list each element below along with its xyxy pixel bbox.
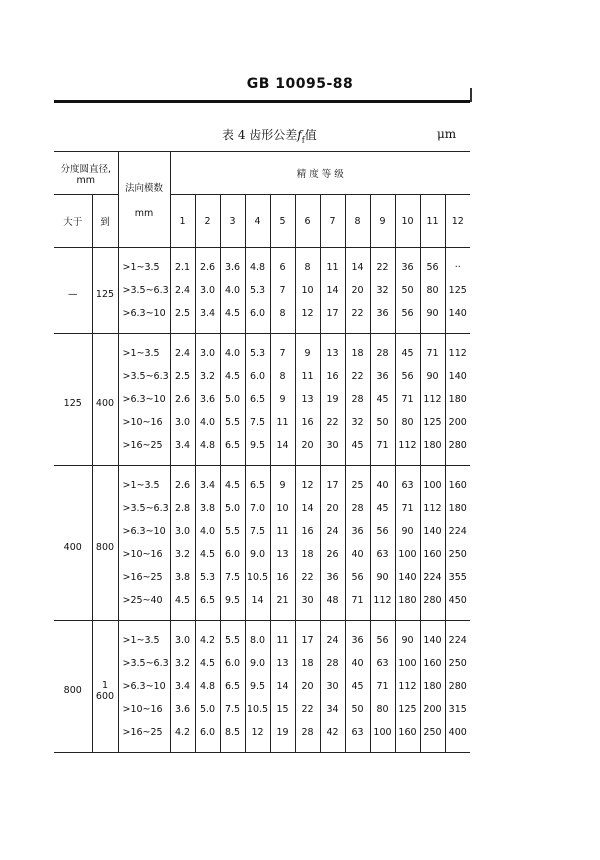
value-cell: 45	[345, 434, 370, 466]
table-caption	[222, 126, 317, 144]
value-cell: 10	[295, 279, 320, 302]
value-cell: 5.3	[245, 279, 270, 302]
value-cell: 250	[448, 549, 467, 560]
value-cell: 14	[345, 248, 370, 280]
value-cell: 4.0	[195, 411, 220, 434]
value-cell: 13	[295, 388, 320, 411]
value-cell: 80	[420, 279, 445, 302]
value-cell: 11	[320, 248, 345, 280]
value-cell: 9.0	[245, 652, 270, 675]
value-cell: 18	[295, 652, 320, 675]
value-cell: 8.0	[245, 621, 270, 653]
header-row-1	[54, 152, 470, 195]
value-cell: 14	[320, 279, 345, 302]
value-cell: 36	[345, 621, 370, 653]
value-cell: 71	[420, 334, 445, 366]
value-cell: 14	[270, 675, 295, 698]
value-cell: 12	[295, 466, 320, 498]
value-cell: 9	[270, 388, 295, 411]
value-cell: 4.2	[170, 721, 195, 753]
diameter-to-cell: 1 600	[92, 621, 118, 753]
diameter-from-cell: 800	[54, 621, 92, 753]
value-cell: 3.4	[170, 675, 195, 698]
value-cell: 5.0	[220, 497, 245, 520]
diameter-to-cell: 125	[92, 248, 118, 334]
module-cell: >3.5~6.3	[118, 497, 170, 520]
module-cell: >1~3.5	[118, 621, 170, 653]
value-cell: 40	[370, 466, 395, 498]
value-cell: 9	[270, 466, 295, 498]
value-cell: 90	[395, 621, 420, 653]
value-cell: 6.0	[220, 543, 245, 566]
value-cell: 63	[345, 721, 370, 753]
value-cell: 400	[445, 721, 470, 753]
value-cell: 140	[445, 302, 470, 334]
grade-col-12: 12	[445, 195, 470, 248]
value-cell: 45	[370, 497, 395, 520]
value-cell: 125	[448, 285, 467, 296]
value-cell: 36	[345, 520, 370, 543]
value-cell: 63	[370, 543, 395, 566]
value-cell: 30	[320, 675, 345, 698]
value-cell: 100	[395, 543, 420, 566]
value-cell: 30	[295, 589, 320, 621]
value-cell: 4.5	[220, 302, 245, 334]
value-cell: 3.2	[170, 543, 195, 566]
module-cell: >1~3.5	[118, 334, 170, 366]
diameter-from-cell: 400	[54, 466, 92, 621]
grade-col-7: 7	[320, 195, 345, 248]
diameter-from-cell: 125	[54, 334, 92, 466]
value-cell: 112	[395, 675, 420, 698]
value-cell: 160	[420, 652, 445, 675]
value-cell: 36	[395, 248, 420, 280]
value-cell: 3.2	[170, 652, 195, 675]
value-cell: 180	[448, 503, 467, 514]
value-cell: 3.6	[170, 698, 195, 721]
value-cell: 9.5	[245, 434, 270, 466]
value-cell: 450	[445, 589, 470, 621]
value-cell: 71	[345, 589, 370, 621]
value-cell: 12	[295, 302, 320, 334]
value-cell: 17	[320, 466, 345, 498]
value-cell: 112	[395, 434, 420, 466]
value-cell: 3.6	[220, 248, 245, 280]
value-cell: 4.2	[195, 621, 220, 653]
value-cell: 2.1	[170, 248, 195, 280]
value-cell: 125	[420, 411, 445, 434]
value-cell: 10.5	[245, 566, 270, 589]
value-cell: 12	[245, 721, 270, 753]
value-cell: 4.5	[220, 466, 245, 498]
value-cell: 5.0	[195, 698, 220, 721]
value-cell: 3.8	[195, 497, 220, 520]
value-cell: 16	[320, 365, 345, 388]
value-cell: 180	[448, 394, 467, 405]
table-row	[54, 466, 470, 498]
value-cell: 6	[270, 248, 295, 280]
grade-col-3: 3	[220, 195, 245, 248]
value-cell: 280	[448, 681, 467, 692]
value-cell: 15	[270, 698, 295, 721]
value-cell: 4.5	[195, 652, 220, 675]
value-cell: ··	[454, 262, 461, 273]
value-cell: 30	[320, 434, 345, 466]
module-cell: >3.5~6.3	[118, 365, 170, 388]
value-cell: 5.0	[220, 388, 245, 411]
value-cell: 71	[370, 675, 395, 698]
value-cell: 22	[295, 698, 320, 721]
grade-col-6: 6	[295, 195, 320, 248]
value-cell: 180	[420, 675, 445, 698]
value-cell: 140	[395, 566, 420, 589]
value-cell: 56	[395, 302, 420, 334]
value-cell: 355	[448, 572, 467, 583]
value-cell: 22	[370, 248, 395, 280]
value-cell: 5.5	[220, 411, 245, 434]
value-cell: 7.0	[245, 497, 270, 520]
value-cell: 7	[270, 279, 295, 302]
value-cell: 6.5	[220, 675, 245, 698]
value-cell: 4.5	[220, 365, 245, 388]
value-cell: 3.8	[170, 566, 195, 589]
table-row	[54, 621, 470, 653]
value-cell: 28	[370, 334, 395, 366]
value-cell: 140	[448, 371, 467, 382]
value-cell: 3.4	[195, 466, 220, 498]
value-cell: 8	[270, 365, 295, 388]
module-header	[118, 152, 170, 248]
value-cell: 4.8	[195, 434, 220, 466]
table-body	[54, 248, 470, 753]
value-cell: 6.0	[245, 365, 270, 388]
value-cell: 90	[370, 566, 395, 589]
value-cell: 125	[395, 698, 420, 721]
value-cell: 24	[320, 621, 345, 653]
value-cell: 20	[295, 434, 320, 466]
module-cell: >3.5~6.3	[118, 652, 170, 675]
module-cell: >16~25	[118, 566, 170, 589]
value-cell: 32	[370, 279, 395, 302]
value-cell: 17	[320, 302, 345, 334]
value-cell: 4.8	[245, 248, 270, 280]
grade-col-10: 10	[395, 195, 420, 248]
header-rule	[54, 100, 470, 103]
value-cell: 80	[395, 411, 420, 434]
value-cell: 16	[270, 566, 295, 589]
value-cell: 13	[270, 652, 295, 675]
value-cell: 6.0	[245, 302, 270, 334]
value-cell: 45	[395, 334, 420, 366]
value-cell: 4.0	[220, 279, 245, 302]
diameter-to-cell: 800	[92, 466, 118, 621]
value-cell: 5.3	[245, 334, 270, 366]
value-cell: 71	[370, 434, 395, 466]
module-cell: >1~3.5	[118, 248, 170, 280]
value-cell: 90	[395, 520, 420, 543]
value-cell: 40	[345, 543, 370, 566]
value-cell: 22	[320, 411, 345, 434]
header-row-2	[54, 195, 470, 248]
value-cell: 71	[395, 497, 420, 520]
value-cell: 7.5	[245, 520, 270, 543]
value-cell: 9.5	[220, 589, 245, 621]
value-cell: 10.5	[245, 698, 270, 721]
value-cell: 2.4	[170, 334, 195, 366]
module-cell: >10~16	[118, 543, 170, 566]
value-cell: 280	[420, 589, 445, 621]
value-cell: 56	[395, 365, 420, 388]
value-cell: 224	[448, 526, 467, 537]
grade-col-4: 4	[245, 195, 270, 248]
value-cell: 36	[320, 566, 345, 589]
value-cell: 14	[295, 497, 320, 520]
value-cell: 21	[270, 589, 295, 621]
value-cell: 14	[270, 434, 295, 466]
value-cell: 9.5	[245, 675, 270, 698]
value-cell: 200	[448, 417, 467, 428]
value-cell: 45	[370, 388, 395, 411]
value-cell: 24	[320, 520, 345, 543]
grade-col-5: 5	[270, 195, 295, 248]
value-cell: 26	[320, 543, 345, 566]
value-cell: 20	[320, 497, 345, 520]
module-cell: >6.3~10	[118, 675, 170, 698]
diameter-from-cell: —	[54, 248, 92, 334]
table-caption-main: 表 4 齿形公差$f_f$值	[222, 128, 317, 145]
value-cell: 5.5	[220, 621, 245, 653]
value-cell: 3.4	[170, 434, 195, 466]
module-cell: >10~16	[118, 698, 170, 721]
value-cell: 11	[295, 365, 320, 388]
value-cell: 17	[295, 621, 320, 653]
value-cell: 250	[448, 658, 467, 669]
standard-code: GB 10095-88	[246, 76, 354, 92]
grade-col-8: 8	[345, 195, 370, 248]
grade-header: 精 度 等 级	[170, 152, 470, 195]
value-cell: 11	[270, 520, 295, 543]
value-cell: 28	[345, 497, 370, 520]
value-cell: 140	[420, 520, 445, 543]
value-cell: 9.0	[245, 543, 270, 566]
value-cell: 4.0	[195, 520, 220, 543]
module-header-unit: mm	[134, 208, 154, 219]
value-cell: 56	[420, 248, 445, 280]
value-cell: 3.0	[195, 279, 220, 302]
value-cell: 11	[270, 411, 295, 434]
value-cell: 2.4	[170, 279, 195, 302]
module-cell: >3.5~6.3	[118, 279, 170, 302]
module-cell: >6.3~10	[118, 302, 170, 334]
module-cell: >25~40	[118, 589, 170, 621]
value-cell: 5.3	[195, 566, 220, 589]
value-cell: 22	[295, 566, 320, 589]
value-cell: 28	[345, 388, 370, 411]
value-cell: 63	[370, 652, 395, 675]
value-cell: 3.0	[170, 621, 195, 653]
value-cell: 14	[245, 589, 270, 621]
from-header: 大于	[54, 195, 92, 248]
value-cell: 4.5	[195, 543, 220, 566]
value-cell: 22	[345, 365, 370, 388]
module-cell: >6.3~10	[118, 388, 170, 411]
value-cell: 2.5	[170, 365, 195, 388]
value-cell: 4.0	[220, 334, 245, 366]
module-cell: >6.3~10	[118, 520, 170, 543]
tolerance-table	[54, 151, 470, 753]
value-cell: 19	[270, 721, 295, 753]
value-cell: 32	[345, 411, 370, 434]
grade-col-11: 11	[420, 195, 445, 248]
value-cell: 8.5	[220, 721, 245, 753]
value-cell: 224	[448, 635, 467, 646]
value-cell: 34	[320, 698, 345, 721]
value-cell: 315	[448, 704, 467, 715]
value-cell: 90	[420, 365, 445, 388]
value-cell: 200	[420, 698, 445, 721]
value-cell: 45	[345, 675, 370, 698]
value-cell: 100	[395, 652, 420, 675]
value-cell: 50	[345, 698, 370, 721]
value-cell: 4.5	[170, 589, 195, 621]
value-cell: 160	[448, 480, 467, 491]
value-cell: 90	[420, 302, 445, 334]
value-cell: 36	[370, 302, 395, 334]
value-cell: 160	[395, 721, 420, 753]
value-cell: 6.5	[195, 589, 220, 621]
module-cell: >16~25	[118, 721, 170, 753]
diameter-header: 分度圆直径, mm	[54, 152, 118, 195]
value-cell: 9	[295, 334, 320, 366]
value-cell: 7	[270, 334, 295, 366]
value-cell: 7.5	[220, 566, 245, 589]
value-cell: 16	[295, 411, 320, 434]
value-cell: 8	[270, 302, 295, 334]
value-cell: 112	[448, 348, 467, 359]
value-cell: 22	[345, 302, 370, 334]
module-cell: >1~3.5	[118, 466, 170, 498]
value-cell: 100	[420, 466, 445, 498]
value-cell: 50	[395, 279, 420, 302]
value-cell: 180	[420, 434, 445, 466]
value-cell: 18	[345, 334, 370, 366]
to-header: 到	[92, 195, 118, 248]
value-cell: 16	[295, 520, 320, 543]
value-cell: 3.4	[195, 302, 220, 334]
diameter-to-cell: 400	[92, 334, 118, 466]
value-cell: 13	[270, 543, 295, 566]
value-cell: 3.0	[195, 334, 220, 366]
grade-col-9: 9	[370, 195, 395, 248]
value-cell: 7.5	[245, 411, 270, 434]
value-cell: 20	[345, 279, 370, 302]
value-cell: 6.0	[220, 652, 245, 675]
value-cell: 6.5	[220, 434, 245, 466]
value-cell: 2.6	[170, 388, 195, 411]
value-cell: 2.6	[170, 466, 195, 498]
value-cell: 71	[395, 388, 420, 411]
header-rule-tick	[470, 88, 472, 102]
value-cell: 18	[295, 543, 320, 566]
value-cell: 112	[420, 388, 445, 411]
value-cell: 19	[320, 388, 345, 411]
value-cell: 25	[345, 466, 370, 498]
value-cell: 250	[420, 721, 445, 753]
value-cell: 7.5	[220, 698, 245, 721]
table-row	[54, 334, 470, 366]
value-cell: 4.8	[195, 675, 220, 698]
value-cell: 28	[320, 652, 345, 675]
caption-subscript: f	[301, 135, 305, 145]
value-cell: 20	[295, 675, 320, 698]
value-cell: 112	[370, 589, 395, 621]
value-cell: 112	[420, 497, 445, 520]
module-cell: >10~16	[118, 411, 170, 434]
value-cell: 40	[345, 652, 370, 675]
value-cell: 13	[320, 334, 345, 366]
value-cell: 63	[395, 466, 420, 498]
value-cell: 8	[295, 248, 320, 280]
value-cell: 11	[270, 621, 295, 653]
value-cell: 3.0	[170, 411, 195, 434]
value-cell: 56	[370, 520, 395, 543]
value-cell: 5.5	[220, 520, 245, 543]
value-cell: 160	[420, 543, 445, 566]
value-cell: 3.2	[195, 365, 220, 388]
value-cell: 6.0	[195, 721, 220, 753]
unit-label: μm	[437, 127, 457, 141]
value-cell: 6.5	[245, 466, 270, 498]
grade-col-1: 1	[170, 195, 195, 248]
value-cell: 3.6	[195, 388, 220, 411]
value-cell: 3.0	[170, 520, 195, 543]
value-cell: 50	[370, 411, 395, 434]
grade-col-2: 2	[195, 195, 220, 248]
module-cell: >16~25	[118, 434, 170, 466]
value-cell: 224	[420, 566, 445, 589]
value-cell: 100	[370, 721, 395, 753]
value-cell: 80	[370, 698, 395, 721]
value-cell: 2.6	[195, 248, 220, 280]
value-cell: 56	[370, 621, 395, 653]
value-cell: 140	[420, 621, 445, 653]
value-cell: 56	[345, 566, 370, 589]
value-cell: 42	[320, 721, 345, 753]
value-cell: 48	[320, 589, 345, 621]
value-cell: 2.5	[170, 302, 195, 334]
value-cell: 36	[370, 365, 395, 388]
module-header-label: 法向模数	[124, 183, 163, 194]
value-cell: 6.5	[245, 388, 270, 411]
table-row	[54, 248, 470, 280]
value-cell: 2.8	[170, 497, 195, 520]
value-cell: 180	[395, 589, 420, 621]
value-cell: 280	[445, 434, 470, 466]
value-cell: 28	[295, 721, 320, 753]
value-cell: 10	[270, 497, 295, 520]
